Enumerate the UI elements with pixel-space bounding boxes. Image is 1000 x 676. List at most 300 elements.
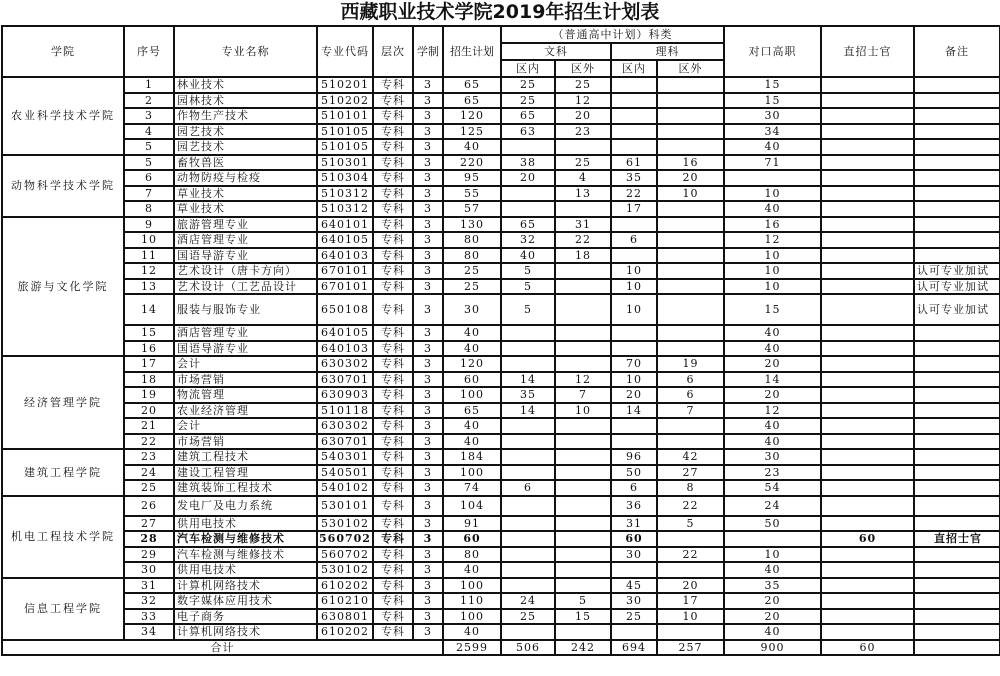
level-cell: 专科 (373, 155, 413, 171)
arts-in-cell: 5 (501, 294, 555, 325)
header-sci-in: 区内 (611, 60, 657, 77)
level-cell: 专科 (373, 93, 413, 109)
arts-out-cell: 4 (555, 170, 611, 186)
header-seq: 序号 (124, 26, 174, 77)
arts-in-cell: 38 (501, 155, 555, 171)
arts-in-cell: 14 (501, 403, 555, 419)
vocational-cell: 15 (724, 93, 821, 109)
arts-out-cell (555, 325, 611, 341)
code-cell: 510105 (317, 139, 373, 155)
major-cell: 草业技术 (174, 186, 317, 202)
arts-out-cell (555, 578, 611, 594)
plan-cell: 80 (443, 232, 501, 248)
remark-cell (914, 465, 1000, 481)
code-cell: 630801 (317, 609, 373, 625)
plan-cell: 100 (443, 609, 501, 625)
years-cell: 3 (413, 217, 443, 233)
remark-cell (914, 403, 1000, 419)
table-row (2, 170, 1000, 186)
sci-in-cell: 30 (611, 547, 657, 563)
code-cell: 540501 (317, 465, 373, 481)
level-cell: 专科 (373, 387, 413, 403)
level-cell: 专科 (373, 248, 413, 264)
table-row (2, 578, 1000, 594)
table-row (2, 248, 1000, 264)
major-cell: 服装与服饰专业 (174, 294, 317, 325)
table-row (2, 263, 1000, 279)
sci-in-cell: 25 (611, 609, 657, 625)
sci-in-cell (611, 139, 657, 155)
major-cell: 林业技术 (174, 77, 317, 93)
sci-out-cell (657, 294, 724, 325)
table-row (2, 186, 1000, 202)
remark-cell (914, 547, 1000, 563)
major-cell: 发电厂及电力系统 (174, 496, 317, 516)
header-science: 理科 (611, 43, 724, 60)
years-cell: 3 (413, 593, 443, 609)
plan-cell: 40 (443, 434, 501, 450)
remark-cell: 认可专业加试 (914, 263, 1000, 279)
level-cell: 专科 (373, 403, 413, 419)
header-sci-out: 区外 (657, 60, 724, 77)
years-cell: 3 (413, 547, 443, 563)
major-cell: 供用电技术 (174, 562, 317, 578)
sci-out-cell: 6 (657, 387, 724, 403)
arts-in-cell (501, 186, 555, 202)
arts-out-cell: 10 (555, 403, 611, 419)
years-cell: 3 (413, 201, 443, 217)
arts-out-cell (555, 449, 611, 465)
years-cell: 3 (413, 372, 443, 388)
arts-out-cell: 31 (555, 217, 611, 233)
vocational-cell: 34 (724, 124, 821, 140)
seq-cell: 5 (124, 139, 174, 155)
sergeant-cell (821, 496, 914, 516)
code-cell: 630903 (317, 387, 373, 403)
level-cell: 专科 (373, 341, 413, 357)
remark-cell (914, 170, 1000, 186)
major-cell: 畜牧兽医 (174, 155, 317, 171)
header-major: 专业名称 (174, 26, 317, 77)
arts-in-cell: 25 (501, 93, 555, 109)
arts-out-cell (555, 356, 611, 372)
code-cell: 530101 (317, 496, 373, 516)
sergeant-cell (821, 480, 914, 496)
remark-cell (914, 516, 1000, 532)
header-remark: 备注 (914, 26, 1000, 77)
arts-out-cell (555, 624, 611, 640)
plan-cell: 40 (443, 624, 501, 640)
remark-cell (914, 578, 1000, 594)
remark-cell (914, 77, 1000, 93)
plan-cell: 80 (443, 547, 501, 563)
major-cell: 计算机网络技术 (174, 578, 317, 594)
seq-cell: 7 (124, 186, 174, 202)
major-cell: 作物生产技术 (174, 108, 317, 124)
major-cell: 国语导游专业 (174, 341, 317, 357)
sci-out-cell (657, 93, 724, 109)
sci-out-cell (657, 341, 724, 357)
years-cell: 3 (413, 248, 443, 264)
page-title: 西藏职业技术学院2019年招生计划表 (340, 1, 660, 23)
level-cell: 专科 (373, 263, 413, 279)
vocational-cell: 10 (724, 186, 821, 202)
sci-out-cell: 10 (657, 609, 724, 625)
major-cell: 数字媒体应用技术 (174, 593, 317, 609)
major-cell: 旅游管理专业 (174, 217, 317, 233)
table-row (2, 108, 1000, 124)
arts-in-cell (501, 562, 555, 578)
code-cell: 510105 (317, 124, 373, 140)
remark-cell (914, 496, 1000, 516)
remark-cell (914, 325, 1000, 341)
arts-in-cell: 25 (501, 609, 555, 625)
seq-cell: 25 (124, 480, 174, 496)
table-row (2, 465, 1000, 481)
major-cell: 物流管理 (174, 387, 317, 403)
major-cell: 酒店管理专业 (174, 232, 317, 248)
plan-cell: 100 (443, 578, 501, 594)
arts-out-cell (555, 279, 611, 295)
code-cell: 510312 (317, 201, 373, 217)
total-sergeant: 60 (821, 640, 914, 656)
sci-in-cell (611, 562, 657, 578)
years-cell: 3 (413, 434, 443, 450)
years-cell: 3 (413, 108, 443, 124)
level-cell: 专科 (373, 186, 413, 202)
table-row (2, 93, 1000, 109)
code-cell: 530102 (317, 516, 373, 532)
sergeant-cell (821, 465, 914, 481)
years-cell: 3 (413, 170, 443, 186)
years-cell: 3 (413, 356, 443, 372)
arts-in-cell (501, 418, 555, 434)
header-arts-in: 区内 (501, 60, 555, 77)
header-arts: 文科 (501, 43, 611, 60)
plan-cell: 65 (443, 77, 501, 93)
level-cell: 专科 (373, 434, 413, 450)
plan-cell: 65 (443, 93, 501, 109)
remark-cell (914, 186, 1000, 202)
arts-in-cell: 5 (501, 263, 555, 279)
seq-cell: 1 (124, 77, 174, 93)
sci-out-cell: 19 (657, 356, 724, 372)
remark-cell (914, 139, 1000, 155)
sci-out-cell: 10 (657, 186, 724, 202)
level-cell: 专科 (373, 531, 413, 547)
seq-cell: 6 (124, 170, 174, 186)
table-row (2, 77, 1000, 93)
years-cell: 3 (413, 403, 443, 419)
years-cell: 3 (413, 124, 443, 140)
remark-cell (914, 562, 1000, 578)
remark-cell (914, 108, 1000, 124)
enrollment-plan-table (1, 25, 1000, 656)
arts-out-cell (555, 139, 611, 155)
vocational-cell: 10 (724, 248, 821, 264)
code-cell: 530102 (317, 562, 373, 578)
sci-in-cell: 96 (611, 449, 657, 465)
college-name-cell: 旅游与文化学院 (2, 217, 124, 357)
major-cell: 园艺技术 (174, 139, 317, 155)
arts-out-cell: 7 (555, 387, 611, 403)
vocational-cell: 40 (724, 418, 821, 434)
college-name-cell: 建筑工程学院 (2, 449, 124, 496)
seq-cell: 15 (124, 325, 174, 341)
code-cell: 670101 (317, 263, 373, 279)
arts-out-cell (555, 294, 611, 325)
sergeant-cell (821, 155, 914, 171)
years-cell: 3 (413, 155, 443, 171)
arts-in-cell (501, 325, 555, 341)
level-cell: 专科 (373, 480, 413, 496)
arts-in-cell: 6 (501, 480, 555, 496)
major-cell: 会计 (174, 418, 317, 434)
header-code: 专业代码 (317, 26, 373, 77)
seq-cell: 21 (124, 418, 174, 434)
sergeant-cell (821, 387, 914, 403)
vocational-cell: 20 (724, 609, 821, 625)
sci-out-cell (657, 434, 724, 450)
plan-cell: 91 (443, 516, 501, 532)
sci-out-cell (657, 124, 724, 140)
vocational-cell: 35 (724, 578, 821, 594)
total-label: 合计 (2, 640, 443, 656)
header-sergeant: 直招士官 (821, 26, 914, 77)
header-college: 学院 (2, 26, 124, 77)
seq-cell: 22 (124, 434, 174, 450)
arts-out-cell: 12 (555, 93, 611, 109)
sci-in-cell: 10 (611, 279, 657, 295)
remark-cell (914, 480, 1000, 496)
seq-cell: 8 (124, 201, 174, 217)
level-cell: 专科 (373, 547, 413, 563)
arts-in-cell (501, 531, 555, 547)
sci-out-cell (657, 217, 724, 233)
years-cell: 3 (413, 465, 443, 481)
level-cell: 专科 (373, 609, 413, 625)
arts-out-cell (555, 516, 611, 532)
sci-out-cell (657, 77, 724, 93)
sci-in-cell (611, 341, 657, 357)
sergeant-cell (821, 124, 914, 140)
vocational-cell: 40 (724, 434, 821, 450)
arts-out-cell (555, 201, 611, 217)
total-sci-in: 694 (611, 640, 657, 656)
vocational-cell: 40 (724, 624, 821, 640)
remark-cell (914, 387, 1000, 403)
seq-cell: 34 (124, 624, 174, 640)
major-cell: 会计 (174, 356, 317, 372)
table-row (2, 372, 1000, 388)
code-cell: 640103 (317, 341, 373, 357)
table-row (2, 449, 1000, 465)
years-cell: 3 (413, 418, 443, 434)
seq-cell: 3 (124, 108, 174, 124)
level-cell: 专科 (373, 372, 413, 388)
level-cell: 专科 (373, 294, 413, 325)
table-row (2, 434, 1000, 450)
arts-in-cell: 40 (501, 248, 555, 264)
years-cell: 3 (413, 294, 443, 325)
seq-cell: 18 (124, 372, 174, 388)
plan-cell: 65 (443, 403, 501, 419)
code-cell: 640103 (317, 248, 373, 264)
vocational-cell: 54 (724, 480, 821, 496)
level-cell: 专科 (373, 139, 413, 155)
major-cell: 供用电技术 (174, 516, 317, 532)
arts-out-cell (555, 496, 611, 516)
sergeant-cell (821, 263, 914, 279)
years-cell: 3 (413, 516, 443, 532)
code-cell: 630701 (317, 372, 373, 388)
sci-in-cell: 60 (611, 531, 657, 547)
seq-cell: 12 (124, 263, 174, 279)
table-row (2, 279, 1000, 295)
sci-in-cell: 10 (611, 372, 657, 388)
seq-cell: 30 (124, 562, 174, 578)
level-cell: 专科 (373, 279, 413, 295)
code-cell: 610202 (317, 624, 373, 640)
sci-in-cell (611, 77, 657, 93)
sci-in-cell (611, 93, 657, 109)
sci-out-cell (657, 531, 724, 547)
table-row (2, 496, 1000, 516)
sci-out-cell: 6 (657, 372, 724, 388)
vocational-cell: 30 (724, 449, 821, 465)
arts-out-cell: 25 (555, 77, 611, 93)
table-row (2, 124, 1000, 140)
sci-out-cell (657, 263, 724, 279)
code-cell: 630701 (317, 434, 373, 450)
code-cell: 560702 (317, 531, 373, 547)
sci-out-cell: 22 (657, 547, 724, 563)
years-cell: 3 (413, 93, 443, 109)
sergeant-cell (821, 593, 914, 609)
code-cell: 670101 (317, 279, 373, 295)
major-cell: 电子商务 (174, 609, 317, 625)
level-cell: 专科 (373, 449, 413, 465)
table-row (2, 387, 1000, 403)
arts-in-cell (501, 624, 555, 640)
arts-in-cell (501, 547, 555, 563)
years-cell: 3 (413, 325, 443, 341)
header-plan: 招生计划 (443, 26, 501, 77)
level-cell: 专科 (373, 201, 413, 217)
vocational-cell: 20 (724, 356, 821, 372)
code-cell: 510304 (317, 170, 373, 186)
sci-in-cell: 35 (611, 170, 657, 186)
plan-cell: 40 (443, 418, 501, 434)
vocational-cell: 10 (724, 547, 821, 563)
sergeant-cell (821, 217, 914, 233)
vocational-cell: 40 (724, 325, 821, 341)
sergeant-cell (821, 418, 914, 434)
sergeant-cell (821, 108, 914, 124)
major-cell: 艺术设计（唐卡方向） (174, 263, 317, 279)
years-cell: 3 (413, 496, 443, 516)
table-body (2, 77, 1000, 640)
code-cell: 510301 (317, 155, 373, 171)
remark-cell (914, 124, 1000, 140)
years-cell: 3 (413, 531, 443, 547)
code-cell: 510312 (317, 186, 373, 202)
arts-in-cell (501, 516, 555, 532)
sci-in-cell: 22 (611, 186, 657, 202)
code-cell: 540301 (317, 449, 373, 465)
sergeant-cell (821, 356, 914, 372)
sci-in-cell (611, 434, 657, 450)
level-cell: 专科 (373, 496, 413, 516)
seq-cell: 27 (124, 516, 174, 532)
arts-out-cell (555, 547, 611, 563)
years-cell: 3 (413, 449, 443, 465)
code-cell: 510118 (317, 403, 373, 419)
arts-out-cell (555, 434, 611, 450)
arts-in-cell (501, 341, 555, 357)
header-vocational: 对口高职 (724, 26, 821, 77)
total-sci-out: 257 (657, 640, 724, 656)
table-row (2, 217, 1000, 233)
seq-cell: 13 (124, 279, 174, 295)
level-cell: 专科 (373, 325, 413, 341)
years-cell: 3 (413, 341, 443, 357)
table-row (2, 201, 1000, 217)
vocational-cell: 40 (724, 201, 821, 217)
sergeant-cell (821, 403, 914, 419)
vocational-cell: 71 (724, 155, 821, 171)
code-cell: 560702 (317, 547, 373, 563)
remark-cell (914, 609, 1000, 625)
table-row (2, 325, 1000, 341)
sergeant-cell (821, 341, 914, 357)
remark-cell (914, 201, 1000, 217)
sergeant-cell (821, 609, 914, 625)
arts-in-cell (501, 496, 555, 516)
remark-cell (914, 248, 1000, 264)
sci-in-cell (611, 248, 657, 264)
arts-out-cell (555, 263, 611, 279)
seq-cell: 23 (124, 449, 174, 465)
table-row (2, 139, 1000, 155)
major-cell: 建筑装饰工程技术 (174, 480, 317, 496)
vocational-cell: 50 (724, 516, 821, 532)
years-cell: 3 (413, 186, 443, 202)
seq-cell: 5 (124, 155, 174, 171)
major-cell: 园艺技术 (174, 124, 317, 140)
sergeant-cell (821, 372, 914, 388)
sci-out-cell: 7 (657, 403, 724, 419)
plan-cell: 40 (443, 325, 501, 341)
remark-cell (914, 155, 1000, 171)
total-arts-in: 506 (501, 640, 555, 656)
plan-cell: 184 (443, 449, 501, 465)
plan-cell: 104 (443, 496, 501, 516)
sci-out-cell (657, 418, 724, 434)
sci-in-cell: 36 (611, 496, 657, 516)
table-row (2, 480, 1000, 496)
level-cell: 专科 (373, 170, 413, 186)
remark-cell (914, 624, 1000, 640)
plan-cell: 100 (443, 465, 501, 481)
arts-in-cell: 20 (501, 170, 555, 186)
remark-cell (914, 449, 1000, 465)
major-cell: 园林技术 (174, 93, 317, 109)
header-years: 学制 (413, 26, 443, 77)
major-cell: 草业技术 (174, 201, 317, 217)
code-cell: 650108 (317, 294, 373, 325)
years-cell: 3 (413, 77, 443, 93)
